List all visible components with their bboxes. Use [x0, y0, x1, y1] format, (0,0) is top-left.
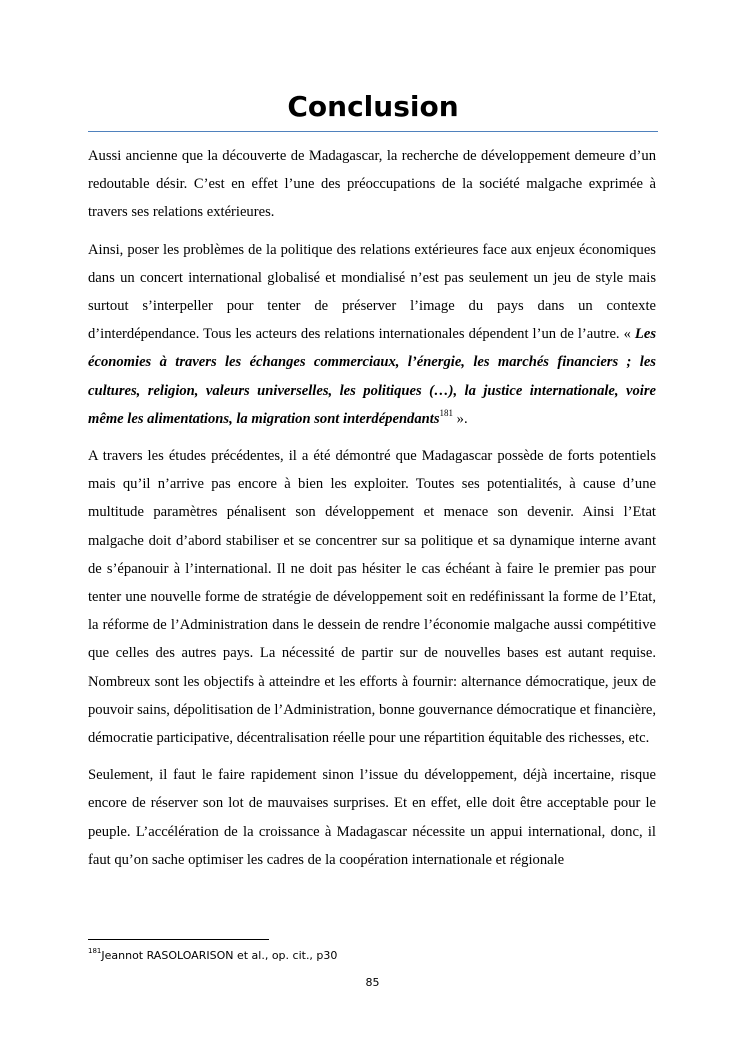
- footnote-reference[interactable]: 181: [439, 407, 454, 418]
- paragraph-2-intro: Ainsi, poser les problèmes de la politique des relations extérieures face aux enjeux économiques dans un concert international globalisé et mondialisé n’est pas seulement un jeu de style mais surtout s’interpeller pour tenter de préserver l’image du pays dans un contexte d’interdépendance. Tous les acteurs des relations internationales dépendent l’un de l’autre. «: [88, 241, 656, 343]
- paragraph-2-quote: Les économies à travers les échanges commerciaux, l’énergie, les marchés financiers ; les cultures, religion, valeurs universelles, les politiques (…), la justice internationale, voire même les alimentations, la migration sont interdépendants: [88, 326, 656, 427]
- title-divider: [88, 131, 658, 132]
- page-title: Conclusion: [287, 90, 459, 123]
- paragraph-4: Seulement, il faut le faire rapidement sinon l’issue du développement, déjà incertaine, risque encore de réserver son lot de mauvaises surprises. Et en effet, elle doit être acceptable pour le peuple. L’accélération de la croissance à Madagascar nécessite un appui international, donc, il faut qu’on sache optimiser les cadres de la coopération internationale et régionale: [88, 767, 656, 868]
- paragraph-1: Aussi ancienne que la découverte de Madagascar, la recherche de développement demeure d’un redoutable désir. C’est en effet l’une des préoccupations de la société malgache exprimée à travers ses relations extérieures.: [88, 148, 656, 221]
- footnote-text: Jeannot RASOLOARISON et al., op. cit., p30: [101, 949, 338, 962]
- paragraph-2: [88, 236, 656, 433]
- paragraph-3: A travers les études précédentes, il a été démontré que Madagascar possède de forts potentiels mais qu’il n’arrive pas encore à bien les exploiter. Toutes ses potentialités, à cause d’une multitude paramètres pénalisent son développement et menace son devenir. Ainsi l’Etat malgache doit d’abord stabiliser et se concentrer sur sa politique et sa dynamique interne avant de s’épanouir à l’international. Il ne doit pas hésiter le cas échéant à faire le premier pas pour tenter une nouvelle forme de stratégie de développement soit en redéfinissant la forme de l’Etat, la réforme de l’Administration dans le dessein de rendre l’économie malgache aussi compétitive que celles des autres pays. La nécessité de partir sur de nouvelles bases est autant requise. Nombreux sont les objectifs à atteindre et les efforts à fournir: alternance démocratique, jeux de pouvoir sains, dépolitisation de l’Administration, bonne gouvernance démocratique et financière, démocratie participative, décentralisation réelle pour une répartition équitable des richesses, etc.: [88, 448, 656, 747]
- footnote-divider: [88, 939, 269, 940]
- footnote-number: 181: [88, 947, 102, 956]
- body-text: [88, 142, 656, 883]
- footnote: [88, 948, 337, 964]
- page-number: 85: [365, 976, 380, 989]
- paragraph-2-closing: ».: [453, 410, 468, 427]
